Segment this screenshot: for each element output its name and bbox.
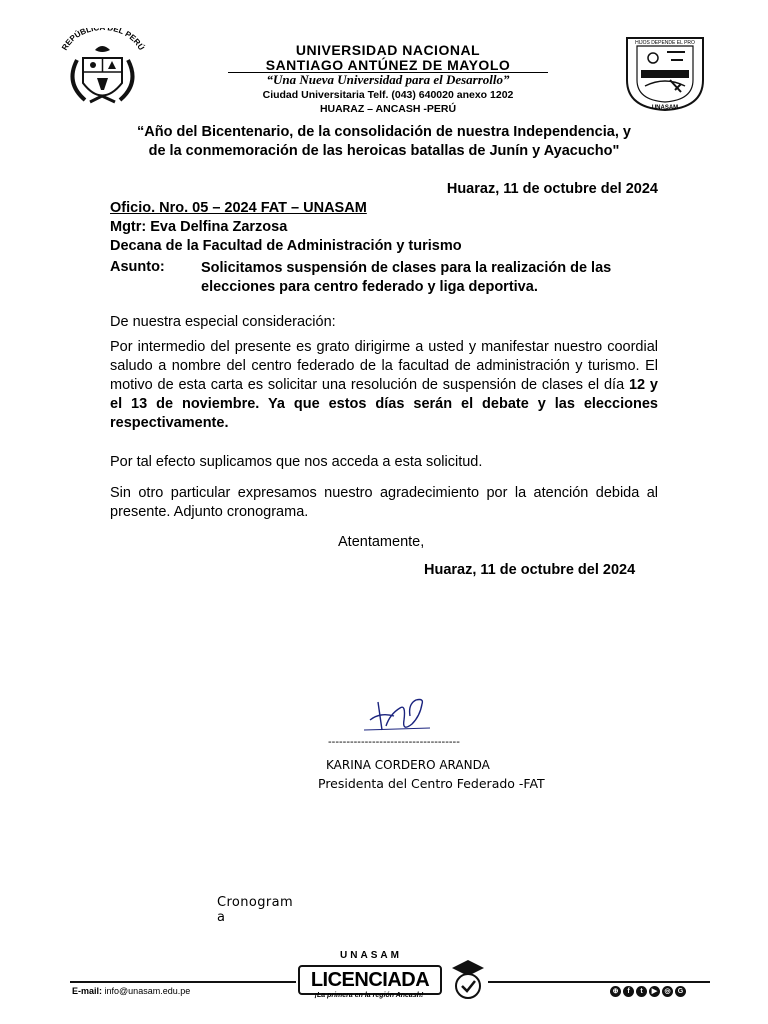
seal-bottom-text: UNASAM (651, 105, 679, 111)
googleplus-icon[interactable]: G (675, 986, 686, 997)
institution-city: HUARAZ – ANCASH -PERÚ (319, 103, 457, 115)
footer-email-address: info@unasam.edu.pe (104, 986, 191, 996)
footer-email-label: E-mail: (72, 986, 103, 996)
footer-rule-left (70, 981, 296, 983)
signer-role: Presidenta del Centro Federado -FAT (318, 776, 545, 791)
letter-date-bottom: Huaraz, 11 de octubre del 2024 (424, 562, 636, 578)
instagram-icon[interactable]: ◎ (662, 986, 673, 997)
social-icons (610, 986, 686, 997)
signer-name: KARINA CORDERO ARANDA (326, 758, 490, 772)
facebook-icon[interactable]: f (623, 986, 634, 997)
body-paragraph-1-bold: 12 y el 13 de noviembre. Ya que estos días serán el debate y las elecciones respectivamente. (110, 377, 658, 431)
unasam-seal (615, 30, 715, 112)
badge-main-text: LICENCIADA (298, 965, 442, 995)
institution-motto: “Una Nueva Universidad para el Desarrollo” (266, 72, 510, 87)
badge-tagline: ¡La primera en la región Ancash! (314, 992, 424, 999)
licenciada-badge (296, 950, 446, 1006)
badge-top-text: UNASAM (340, 950, 402, 961)
attachment-cronograma-link[interactable]: Cronograma (217, 895, 294, 925)
youtube-icon[interactable]: ▶ (649, 986, 660, 997)
subject-label: Asunto: (110, 259, 165, 275)
handwritten-signature (360, 690, 440, 738)
oficio-number: Oficio. Nro. 05 – 2024 FAT – UNASAM (110, 200, 367, 216)
subject-text: Solicitamos suspensión de clases para la realización de las elecciones para centro federado y liga deportiva. (201, 260, 612, 295)
year-title-line2: de la conmemoración de las heroicas batallas de Junín y Ayacucho" (148, 143, 620, 159)
body-paragraph-1 (110, 338, 658, 433)
institution-contact: Ciudad Universitaria Telf. (043) 640020 anexo 1202 (262, 89, 514, 101)
letter-date-top: Huaraz, 11 de octubre del 2024 (446, 181, 658, 197)
institution-name-line1: UNIVERSIDAD NACIONAL (295, 42, 481, 58)
footer-email (72, 986, 190, 996)
recipient-title: Decana de la Facultad de Administración y turismo (110, 238, 462, 254)
signature-line: ------------------------------------ (328, 736, 460, 748)
website-icon[interactable]: ⊕ (610, 986, 621, 997)
seal-arc-text: REPÚBLI DEL PERÚ (60, 28, 146, 52)
seal-top-text: HIJOS DEPENDE EL PRO (635, 40, 695, 46)
footer-rule-right (488, 981, 710, 983)
greeting: De nuestra especial consideración: (110, 314, 336, 330)
closing: Atentamente, (338, 534, 425, 550)
body-paragraph-1-regular: Por intermedio del presente es grato dirigirme a usted y manifestar nuestro coordial saludo a nombre del centro federado de la facultad de administración y turismo. El motivo de esta carta es solicitar una resolución de suspensión de clases el día (110, 339, 658, 393)
year-title-line1: “Año del Bicentenario, de la consolidación de nuestra Independencia, y (137, 124, 631, 140)
recipient-name: Mgtr: Eva Delfina Zarzosa (110, 219, 288, 235)
twitter-icon[interactable]: t (636, 986, 647, 997)
sunedu-graduation-icon (450, 958, 486, 1002)
institution-name-line2: SANTIAGO ANTÚNEZ DE MAYOLO (265, 57, 511, 73)
body-paragraph-3: Sin otro particular expresamos nuestro agradecimiento por la atención debida al presente. Adjunto cronograma. (110, 485, 658, 520)
peru-coat-of-arms-seal (55, 28, 150, 113)
body-paragraph-2: Por tal efecto suplicamos que nos acceda a esta solicitud. (110, 454, 483, 470)
